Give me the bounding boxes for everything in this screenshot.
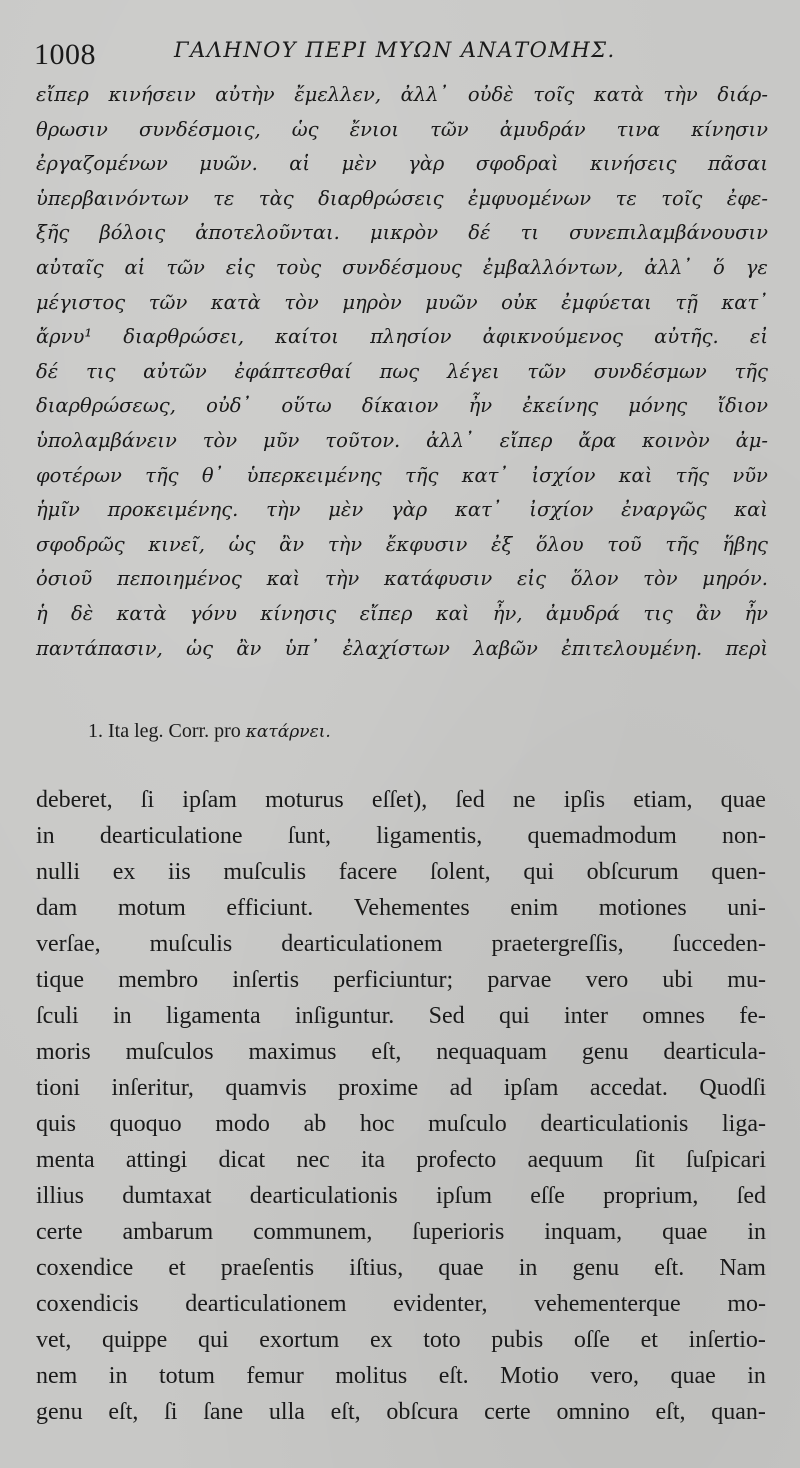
latin-text-line: in dearticulatione ſunt, ligamentis, quemadmodum non- xyxy=(36,823,766,849)
latin-text-line: tioni inſeritur, quamvis proxime ad ipſam accedat. Quodſi xyxy=(36,1075,766,1101)
page-header xyxy=(34,30,770,74)
footnote-marker: 1. xyxy=(88,720,103,742)
greek-text-line: ἡμῖν προκειμένης. τὴν μὲν γὰρ κατ᾿ ἰσχίον ἐναργῶς καὶ xyxy=(36,498,768,522)
greek-text-line: ἄρνυ¹ διαρθρώσει, καίτοι πλησίον ἀφικνούμενος αὐτῆς. εἰ xyxy=(36,325,768,349)
latin-text-line: deberet, ſi ipſam moturus eſſet), ſed ne ipſis etiam, quae xyxy=(36,787,766,813)
latin-text-line: coxendice et praeſentis iſtius, quae in genu eſt. Nam xyxy=(36,1255,766,1281)
latin-text-line: illius dumtaxat dearticulationis ipſum eſſe proprium, ſed xyxy=(36,1183,766,1209)
footnote xyxy=(88,720,331,743)
latin-text-line: nulli ex iis muſculis facere ſolent, qui obſcurum quen- xyxy=(36,859,766,885)
latin-text-line: menta attingi dicat nec ita profecto aequum ſit ſuſpicari xyxy=(36,1147,766,1173)
greek-text-line: ὀσιοῦ πεποιημένος καὶ τὴν κατάφυσιν εἰς ὅλον τὸν μηρόν. xyxy=(36,567,768,591)
latin-text-line: tique membro inſertis perficiuntur; parvae vero ubi mu- xyxy=(36,967,766,993)
greek-text-line: εἴπερ κινήσειν αὐτὴν ἔμελλεν, ἀλλ᾿ οὐδὲ τοῖς κατὰ τὴν διάρ- xyxy=(36,83,768,106)
latin-text-line: certe ambarum communem, ſuperioris inquam, quae in xyxy=(36,1219,766,1245)
latin-text-line: ſculi in ligamenta inſiguntur. Sed qui inter omnes fe- xyxy=(36,1003,766,1029)
greek-text-line: ξῆς βόλοις ἀποτελοῦνται. μικρὸν δέ τι συνεπιλαμβάνουσιν xyxy=(36,221,768,245)
greek-text-line: διαρθρώσεως, οὐδ᾿ οὕτω δίκαιον ἦν ἐκείνης μόνης ἴδιον xyxy=(36,394,768,418)
latin-text-line: nem in totum femur molitus eſt. Motio vero, quae in xyxy=(36,1363,766,1389)
greek-text-line: αὐταῖς αἱ τῶν εἰς τοὺς συνδέσμους ἐμβαλλόντων, ἀλλ᾿ ὅ γε xyxy=(36,255,768,279)
latin-text-line: vet, quippe qui exortum ex toto pubis oſſe et inſertio- xyxy=(36,1327,766,1353)
latin-text-line: coxendicis dearticulationem evidenter, vehementerque mo- xyxy=(36,1291,766,1317)
latin-text-block xyxy=(36,782,766,1430)
running-title: ΓΑΛΗΝΟΥ ΠΕΡΙ ΜΥΩΝ ΑΝΑΤΟΜΗΣ. xyxy=(174,38,616,62)
greek-text-line: ἐργαζομένων μυῶν. αἱ μὲν γὰρ σφοδραὶ κινήσεις πᾶσαι xyxy=(36,152,768,176)
greek-text-line: ἡ δὲ κατὰ γόνυ κίνησις εἴπερ καὶ ἦν, ἀμυδρά τις ἂν ἦν xyxy=(36,601,768,625)
greek-text-line: θρωσιν συνδέσμοις, ὡς ἔνιοι τῶν ἀμυδράν τινα κίνησιν xyxy=(36,117,768,141)
greek-text-block xyxy=(36,78,768,666)
page-number: 1008 xyxy=(34,38,96,71)
latin-text-line: genu eſt, ſi ſane ulla eſt, obſcura certe omnino eſt, quan- xyxy=(36,1399,766,1425)
latin-text-line: moris muſculos maximus eſt, nequaquam genu dearticula- xyxy=(36,1039,766,1065)
greek-text-line: φοτέρων τῆς θ᾿ ὑπερκειμένης τῆς κατ᾿ ἰσχίον καὶ τῆς νῦν xyxy=(36,463,768,487)
greek-text-line: ὑπολαμβάνειν τὸν μῦν τοῦτον. ἀλλ᾿ εἴπερ ἄρα κοινὸν ἀμ- xyxy=(36,428,768,452)
footnote-greek-word: κατάρνει. xyxy=(245,722,331,742)
greek-text-line: παντάπασιν, ὡς ἂν ὑπ᾿ ἐλαχίστων λαβῶν ἐπιτελουμένη. περὶ xyxy=(36,636,768,660)
greek-text-line: μέγιστος τῶν κατὰ τὸν μηρὸν μυῶν οὐκ ἐμφύεται τῇ κατ᾿ xyxy=(36,290,768,314)
greek-text-line: δέ τις αὐτῶν ἐφάπτεσθαί πως λέγει τῶν συνδέσμων τῆς xyxy=(36,359,768,383)
latin-text-line: dam motum efficiunt. Vehementes enim motiones uni- xyxy=(36,895,766,921)
greek-text-line: σφοδρῶς κινεῖ, ὡς ἂν τὴν ἔκφυσιν ἐξ ὅλου τοῦ τῆς ἥβης xyxy=(36,532,768,556)
latin-text-line: verſae, muſculis dearticulationem praetergreſſis, ſucceden- xyxy=(36,931,766,957)
greek-text-line: ὑπερβαινόντων τε τὰς διαρθρώσεις ἐμφυομένων τε τοῖς ἐφε- xyxy=(36,186,768,210)
latin-text-line: quis quoquo modo ab hoc muſculo dearticulationis liga- xyxy=(36,1111,766,1137)
footnote-text: Ita leg. Corr. pro xyxy=(108,720,241,742)
